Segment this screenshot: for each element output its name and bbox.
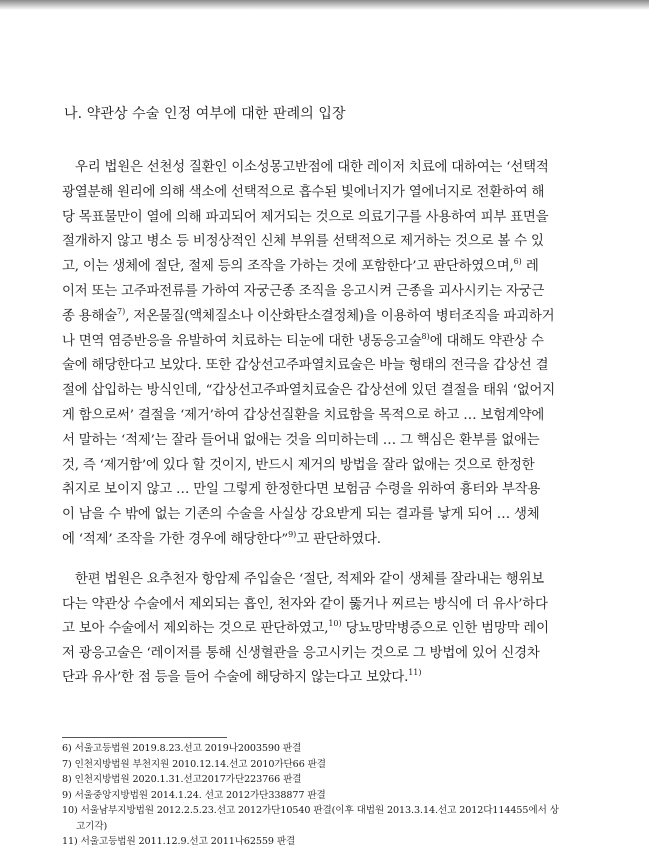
footnote-9: 9) 서울중앙지방법원 2014.1.24. 선고 2012가단338877 판결	[62, 789, 326, 801]
text-segment: 고, 이는 생체에 절단, 절제 등의 조작을 가하는 것에 포함한다’고 판단하였으며,	[62, 259, 514, 275]
text-line: 당 목표물만이 열에 의해 파괴되어 제거되는 것으로 의료기구를 사용하여 피부 표면을	[62, 209, 549, 225]
footnote-7: 7) 인천지방법원 부천지원 2010.12.14.선고 2010가단66 판결	[62, 758, 326, 770]
footnote-6: 6) 서울고등법원 2019.8.23.선고 2019나2003590 판결	[62, 743, 302, 754]
text-line: 이저 또는 고주파전류를 가하여 자궁근종 조직을 응고시켜 근종을 괴사시키는 자궁근	[62, 283, 545, 299]
text-line: 술에 해당한다고 보았다. 또한 갑상선고주파열치료술은 바늘 형태의 전극을 갑상선 결	[62, 358, 549, 374]
text-segment: 단과 유사’한 점 등을 들어 수술에 해당하지 않는다고 보았다.	[62, 670, 409, 686]
text-line: 게 함으로써’ 결절을 ‘제거’하여 갑상선질환을 치료함을 목적으로 하고 … 보험계약에	[62, 407, 545, 423]
paragraph-court-position	[62, 156, 592, 553]
footnote-ref-8[interactable]: 8)	[421, 331, 430, 341]
footnotes	[62, 741, 622, 850]
footnote-11: 11) 서울고등법원 2011.12.9.선고 2011나62559 판결	[62, 836, 296, 847]
text-segment: 나 면역 염증반응을 유발하여 치료하는 티눈에 대한 냉동응고술	[62, 333, 422, 349]
text-segment: 당뇨망막병증으로 인한 범망막 레이	[341, 621, 549, 637]
text-line: 절개하지 않고 병소 등 비정상적인 신체 부위를 선택적으로 제거하는 것으로 볼 수 있	[62, 234, 544, 250]
footnote-10: 10) 서울남부지방법원 2012.2.5.23.선고 2012가단10540 판결(이후 대법원 2013.3.14.선고 2012다114455에서 상	[62, 805, 559, 816]
section-heading: 나. 약관상 수술 인정 여부에 대한 판례의 입장	[64, 106, 346, 122]
text-line: 절에 삽입하는 방식인데, “갑상선고주파열치료술은 갑상선에 있던 결절을 태워 ‘없어지	[62, 383, 555, 399]
footnote-ref-11[interactable]: 11)	[408, 668, 422, 678]
footnote-divider	[62, 737, 227, 738]
text-line	[62, 617, 592, 642]
text-segment: 레	[521, 259, 539, 275]
text-line: 한편 법원은 요추천자 항암제 주입술은 ‘절단, 적제와 같이 생체를 잘라내는 행위보	[75, 572, 544, 587]
paragraph-exclusions	[62, 568, 592, 691]
footnote-8: 8) 인천지방법원 2020.1.31.선고2017가단223766 판결	[62, 774, 302, 785]
text-line	[62, 528, 592, 553]
text-segment: , 저온물질(액체질소나 이산화탄소결정체)을 이용하여 병터조직을 파괴하거	[125, 308, 555, 324]
text-line: 다는 약관상 수술에서 제외되는 흡인, 천자와 같이 뚫거나 찌르는 방식에 더 유사’하다	[62, 596, 548, 612]
footnote-ref-10[interactable]: 10)	[328, 619, 342, 629]
text-line: 것, 즉 ‘제거함’에 있다 할 것이지, 반드시 제거의 방법을 잘라 없애는 것으로 한정한	[62, 457, 535, 473]
text-segment: 에 대해도 약관상 수	[429, 333, 544, 349]
footnote-10-continued: 고기각)	[76, 820, 108, 832]
scan-top-shadow	[0, 0, 649, 10]
text-segment: 고 보아 수술에서 제외하는 것으로 판단하였고,	[62, 621, 329, 637]
text-line	[62, 666, 592, 691]
text-line	[62, 255, 592, 280]
text-segment: 종 용해술	[62, 308, 117, 324]
text-line	[62, 305, 592, 330]
text-segment: 고 판단하였다.	[296, 531, 381, 547]
text-line	[62, 330, 592, 355]
text-line: 이 남을 수 밖에 없는 기존의 수술을 사실상 강요받게 되는 결과를 낳게 되어 … 생체	[62, 507, 540, 523]
footnote-ref-9[interactable]: 9)	[288, 529, 297, 539]
text-segment: 에 ‘적제’ 조작을 가한 경우에 해당한다”	[62, 531, 289, 547]
text-line: 서 말하는 ‘적제’는 잘라 들어내 없애는 것을 의미하는데 … 그 핵심은 환부를 없애는	[62, 432, 540, 448]
text-line: 취지로 보이지 않고 … 만일 그렇게 한정한다면 보험금 수령을 위하여 흉터와 부작용	[62, 482, 541, 498]
text-line: 우리 법원은 선천성 질환인 이소성몽고반점에 대한 레이저 치료에 대하여는 ‘선택적	[75, 160, 549, 175]
text-line: 광열분해 원리에 의해 색소에 선택적으로 흡수된 빛에너지가 열에너지로 전환하여 해	[62, 184, 545, 200]
text-line: 저 광응고술은 ‘레이저를 통해 신생혈관을 응고시키는 것으로 그 방법에 있어 신경차	[62, 645, 540, 661]
footnote-ref-6[interactable]: 6)	[513, 257, 522, 267]
footnote-ref-7[interactable]: 7)	[117, 306, 126, 316]
